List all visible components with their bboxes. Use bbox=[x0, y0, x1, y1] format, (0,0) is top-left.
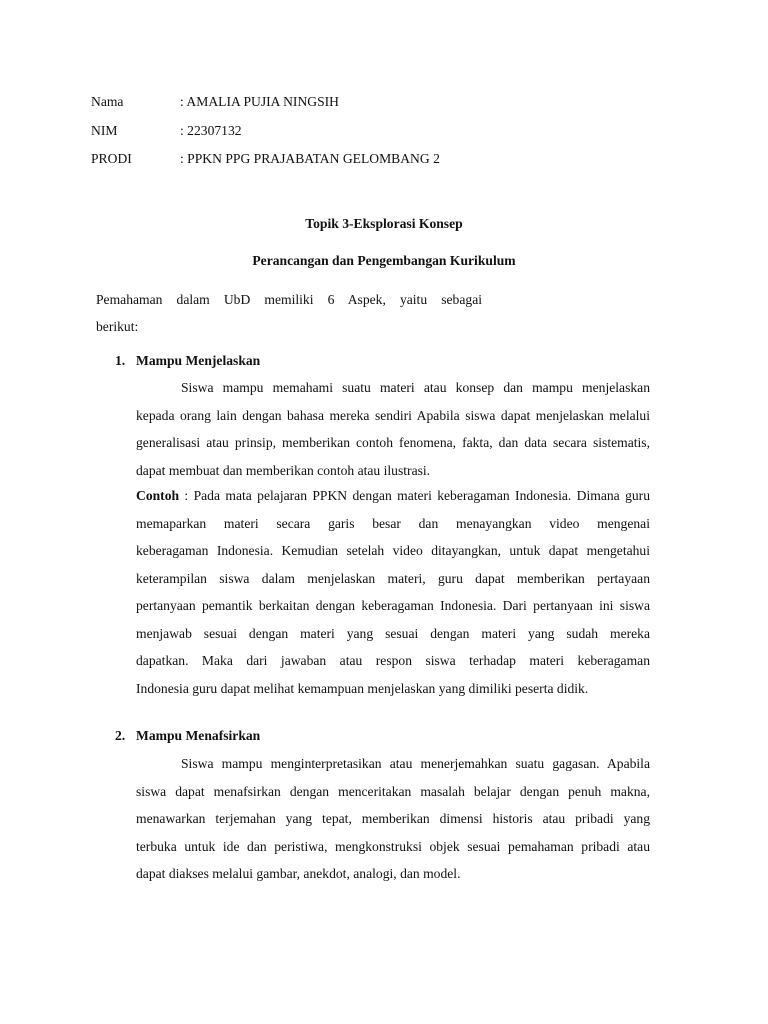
body-line: Siswa mampu menginterpretasikan atau menerjemahkan suatu gagasan. Apabila bbox=[181, 756, 650, 771]
example-line: Indonesia guru dapat melihat kemampuan menjelaskan yang dimiliki peserta didik. bbox=[136, 680, 589, 696]
identity-row-prodi bbox=[91, 150, 440, 168]
example-first-text: : Pada mata pelajaran PPKN dengan materi keberagaman Indonesia. Dimana guru bbox=[179, 488, 650, 503]
identity-label: PRODI bbox=[91, 151, 132, 166]
body-line: terbuka untuk ide dan peristiwa, mengkonstruksi objek sesuai pemahaman pribadi atau bbox=[136, 838, 650, 854]
example-label: Contoh bbox=[136, 488, 180, 503]
body-line: menawarkan terjemahan yang tepat, memberikan dimensi historis atau pribadi yang bbox=[136, 811, 650, 826]
body-line: kepada orang lain dengan bahasa mereka sendiri Apabila siswa dapat menjelaskan melalui bbox=[136, 407, 650, 423]
example-line: pertanyaan pemantik berkaitan dengan keberagaman Indonesia. Dari pertanyaan ini siswa bbox=[136, 598, 650, 613]
section-number: 2. bbox=[115, 728, 126, 743]
section-title: Mampu Menafsirkan bbox=[136, 728, 261, 743]
identity-label: Nama bbox=[91, 94, 124, 109]
identity-row-nim bbox=[91, 122, 242, 140]
body-line: Siswa mampu memahami suatu materi atau konsep dan mampu menjelaskan bbox=[181, 380, 650, 395]
intro-line: Pemahaman dalam UbD memiliki 6 Aspek, yaitu sebagai bbox=[96, 292, 482, 307]
body-line: dapat membuat dan memberikan contoh atau ilustrasi. bbox=[136, 462, 431, 478]
topic-heading: Topik 3-Eksplorasi Konsep bbox=[305, 216, 463, 231]
body-line: dapat diakses melalui gambar, anekdot, analogi, dan model. bbox=[136, 866, 461, 881]
section-2-body bbox=[136, 750, 650, 888]
identity-label: NIM bbox=[91, 123, 118, 138]
section-title: Mampu Menjelaskan bbox=[136, 353, 261, 368]
identity-row-name bbox=[91, 93, 339, 111]
example-line: keterampilan siswa dalam menjelaskan materi, guru dapat memberikan pertayaan bbox=[136, 570, 650, 586]
example-line: keberagaman Indonesia. Kemudian setelah video ditayangkan, untuk dapat mengetahui bbox=[136, 543, 650, 558]
example-line bbox=[136, 482, 650, 510]
example-line: menjawab sesuai dengan materi yang sesuai dengan materi yang sudah mereka bbox=[136, 625, 650, 641]
section-1-example bbox=[136, 482, 650, 702]
body-line: generalisasi atau prinsip, memberikan contoh fenomena, fakta, dan data secara sistematis, bbox=[136, 435, 650, 450]
identity-value: : PPKN PPG PRAJABATAN GELOMBANG 2 bbox=[180, 151, 440, 166]
section-1-body bbox=[136, 374, 650, 484]
subtitle-heading: Perancangan dan Pengembangan Kurikulum bbox=[252, 253, 516, 268]
section-heading-2 bbox=[115, 727, 260, 745]
example-line: dapatkan. Maka dari jawaban atau respon siswa terhadap materi keberagaman bbox=[136, 653, 650, 668]
example-line: memaparkan materi secara garis besar dan menayangkan video mengenai bbox=[136, 515, 650, 531]
section-number: 1. bbox=[115, 353, 126, 368]
intro-paragraph bbox=[96, 286, 482, 340]
identity-value: : 22307132 bbox=[180, 123, 242, 138]
intro-line: berikut: bbox=[96, 319, 139, 334]
body-line: siswa dapat menafsirkan dengan menceritakan masalah belajar dengan penuh makna, bbox=[136, 783, 650, 799]
section-heading-1 bbox=[115, 352, 260, 370]
identity-value: : AMALIA PUJIA NINGSIH bbox=[180, 94, 339, 109]
